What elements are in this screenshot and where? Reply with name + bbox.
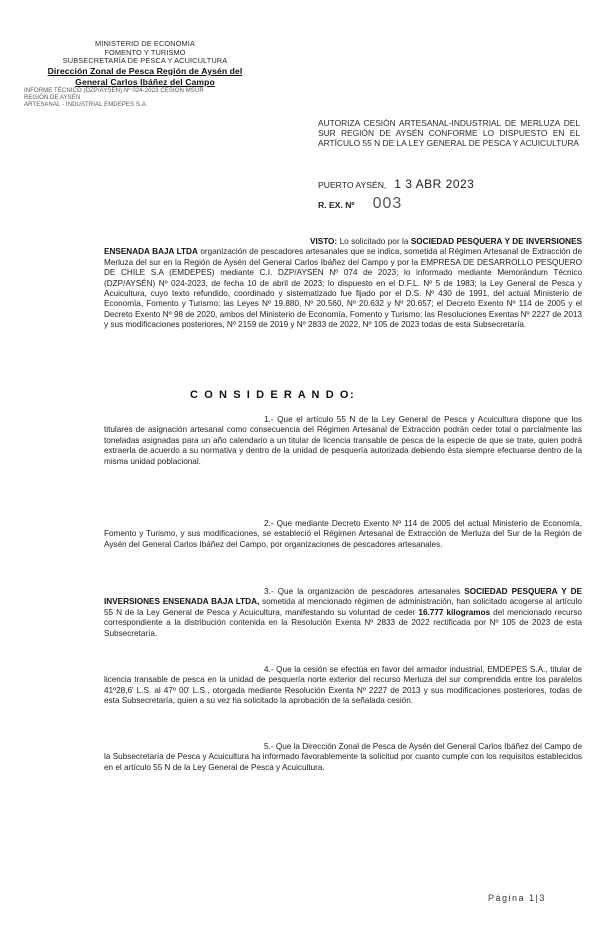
reference-line-3: ARTESANAL - INDUSTRIAL EMDEPES S.A. <box>24 101 148 108</box>
considerando-2-text: 2.- Que mediante Decreto Exento Nº 114 de 2005 del actual Ministerio de Economía, Fomento y Turismo, y sus modificaciones, se estableció el Régimen Artesanal de Extracción de Merluza del Sur de la Región de Aysén del General Carlos Ibáñez del Campo, por organizaciones de pescadores artesanales. <box>104 519 582 549</box>
considerando-4 <box>104 665 582 707</box>
visto-text: organización de pescadores artesanales que se indica, sometida al Régimen Artesanal de Extracción de Merluza del sur en la Región de Aysén del General Carlos Ibáñez del Campo y por la EMPRESA DE DESARROLLO PESQUERO DE CHILE S.A (EMDEPES) mediante C.I. DZP/AYSÉN Nº 074 de 2023; lo informado mediante Memorándum Técnico (DZP/AYSÉN) Nº 024-2023, de fecha 10 de abril de 2023; lo dispuesto en el D.F.L. Nº 5 de 1983; la Ley General de Pesca y Acuicultura, cuyo texto refundido, coordinado y sistematizado fue fijado por el D.S. Nº 430 de 1991, del actual Ministerio de Economía, Fomento y Turismo; las Leyes Nº 19.880, Nº 20.560, Nº 20.632 y Nº 20.657; el Decreto Exento Nº 114 de 2005 y el Decreto Exento Nº 98 de 2020, ambos del Ministerio de Economía, Fomento y Turismo; las Resoluciones Exentas Nº 2227 de 2013 y sus modificaciones posteriores, Nº 2159 de 2019 y Nº 2833 de 2022, Nº 105 de 2023 todas de esta Subsecretaría. <box>104 247 583 330</box>
reference-line-1: INFORME TÉCNICO (DZP/AYSÉN) Nº 024-2023 CESIÓN MSUR <box>24 87 204 94</box>
direccion-line-1: Dirección Zonal de Pesca Región de Aysén del <box>47 65 243 76</box>
considerando-heading: C O N S I D E R A N D O: <box>190 389 356 401</box>
date-stamp: 1 3 ABR 2023 <box>394 177 475 191</box>
considerando-3-org: SOCIEDAD PESQUERA Y DE INVERSIONES ENSENADA BAJA LTDA, <box>104 587 582 607</box>
place-label: PUERTO AYSÉN, <box>318 180 387 190</box>
considerando-5-text: 5.- Que la Dirección Zonal de Pesca de Aysén del General Carlos Ibáñez del Campo de la Subsecretaría de Pesca y Acuicultura ha informado favorablemente la solicitud por cuanto cumple con los requisitos establecidos en el artículo 55 N de la Ley General de Pesca y Acuicultura. <box>104 742 582 772</box>
visto-org: SOCIEDAD PESQUERA Y DE INVERSIONES ENSENADA BAJA LTDA <box>104 237 582 257</box>
resolution-summary: AUTORIZA CESIÓN ARTESANAL-INDUSTRIAL DE MERLUZA DEL SUR REGIÓN DE AYSÉN CONFORME LO DISPUESTO EN EL ARTÍCULO 55 N DE LA LEY GENERAL DE PESCA Y ACUICULTURA <box>318 118 580 149</box>
considerando-3-amount: 16.777 kilogramos <box>418 607 491 617</box>
resolution-number <box>318 195 402 213</box>
subsecretaria-name: SUBSECRETARÍA DE PESCA Y ACUICULTURA <box>62 56 228 66</box>
page-number: Página 1|3 <box>488 893 546 903</box>
considerando-1 <box>104 415 582 467</box>
rex-label: R. EX. Nº <box>318 200 355 210</box>
considerando-3 <box>104 587 582 639</box>
reference-line-2: REGIÓN DE AYSÉN <box>24 94 81 101</box>
considerando-1-text: 1.- Que el artículo 55 N de la Ley General de Pesca y Acuicultura dispone que los titulares de asignación artesanal como consecuencia del Régimen Artesanal de Extracción podrán ceder total o parcialmente las toneladas asignadas para un año calendario a un titular de licencia transable de pesca de la especie de que se trate, quien podrá extraerla de acuerdo a su normativa y dentro de la unidad de pesquería autorizada debiendo ésta siempre efectuarse dentro de la misma unidad poblacional. <box>104 415 582 466</box>
visto-paragraph <box>104 237 582 331</box>
visto-intro: Lo solicitado por la <box>339 237 409 246</box>
visto-label: VISTO: <box>310 237 338 246</box>
considerando-2 <box>104 519 582 550</box>
considerando-3-text-b: del mencionado recurso correspondiente a la distribución contenida en la Resolución Exenta Nº 2833 de 2022 rectificada por Nº 105 de 2023 de esta Subsecretaría. <box>104 607 582 638</box>
considerando-3-intro: 3.- Que la organización de pescadores artesanales <box>264 587 461 596</box>
considerando-3-text-a: sometida al mencionado régimen de administración, han solicitado acogerse al artículo 55 N de la Ley General de Pesca y Acuicultura, manifestando su voluntad de ceder <box>104 597 582 617</box>
considerando-4-text: 4.- Que la cesión se efectúa en favor del armador industrial, EMDEPES S.A., titular de licencia transable de pesca en la unidad de pesquería norte exterior del recurso Merluza del sur comprendida entre los paralelos 41º28,6' L.S. al 47º 00' L.S., otorgada mediante Resolución Exenta Nº 2227 de 2013 y sus modificaciones posteriores, todas de esta Subsecretaría, quien a su vez ha solicitado la aprobación de la señalada cesión. <box>104 665 582 706</box>
direccion-line-2: General Carlos Ibáñez del Campo <box>75 76 215 87</box>
considerando-5 <box>104 742 582 773</box>
ministry-subtitle: FOMENTO Y TURISMO <box>104 47 186 57</box>
ministry-name: MINISTERIO DE ECONOMIA <box>95 39 195 48</box>
rex-number-stamp: 003 <box>372 195 403 212</box>
place-date <box>318 177 474 191</box>
issuer-header <box>10 40 280 109</box>
